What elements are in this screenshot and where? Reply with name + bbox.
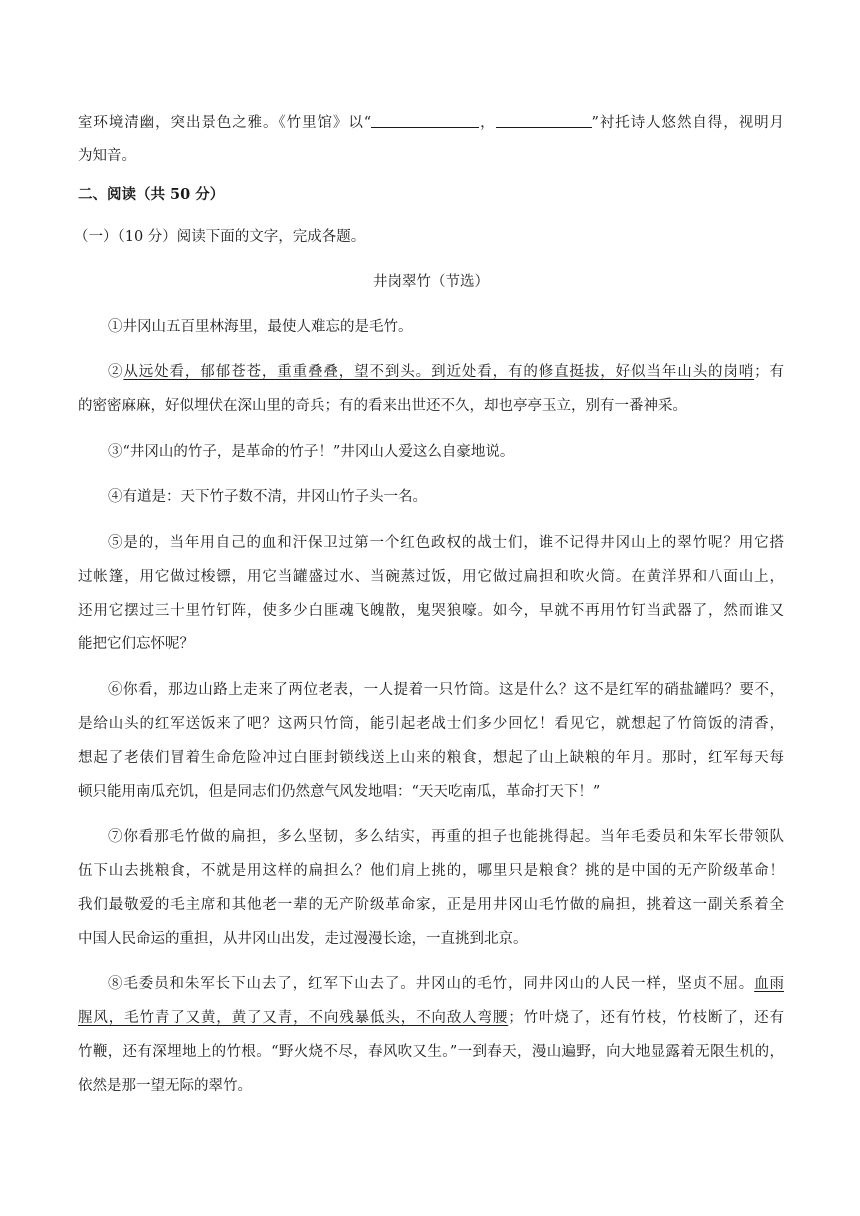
paragraph-3: ③“井冈山的竹子，是革命的竹子！”井冈山人爱这么自豪地说。 (108, 444, 515, 460)
paragraph-2-line-1 (78, 362, 784, 382)
paragraph-8-line-1 (78, 974, 784, 994)
paragraph-5-line-1: ⑤是的，当年用自己的血和汗保卫过第一个红色政权的战士们，谁不记得井冈山上的翠竹呢？用它搭 (108, 535, 784, 551)
paragraph-6-line-1: ⑥你看，那边山路上走来了两位老表，一人提着一只竹筒。这是什么？这不是红军的硝盐罐吗？要不， (108, 682, 784, 698)
paragraph-5-line-4: 能把它们忘怀呢？ (78, 636, 194, 652)
intro-text-b: ”衬托诗人悠然自得，视明月 (591, 115, 784, 131)
fill-blank-1[interactable] (371, 112, 479, 128)
intro-line-1 (78, 112, 784, 133)
paragraph-7-line-4: 中国人民命运的重担，从井冈山出发，走过漫漫长途，一直挑到北京。 (78, 931, 528, 947)
paragraph-6-line-3: 想起了老俵们冒着生命危险冲过白匪封锁线送上山来的粮食，想起了山上缺粮的年月。那时，红军每天每 (78, 750, 784, 766)
intro-line-2: 为知音。 (78, 148, 136, 164)
intro-separator: ， (479, 115, 496, 131)
article-title: 井岗翠竹（节选） (373, 274, 489, 290)
paragraph-2-rest: ；有 (754, 364, 785, 380)
paragraph-5-line-3: 还用它摆过三十里竹钉阵，使多少白匪魂飞魄散，鬼哭狼嚎。如今，早就不再用竹钉当武器了，然而谁又 (78, 603, 784, 619)
paragraph-6-line-2: 是给山头的红军送饭来了吧？这两只竹筒，能引起老战士们多少回忆！看见它，就想起了竹筒饭的清香， (78, 716, 784, 732)
paragraph-1: ①井冈山五百里林海里，最使人难忘的是毛竹。 (108, 319, 413, 335)
section-heading: 二、阅读（共 50 分） (78, 186, 225, 203)
paragraph-4: ④有道是：天下竹子数不清，井冈山竹子头一名。 (108, 489, 427, 505)
paragraph-7-line-1: ⑦你看那毛竹做的扁担，多么坚韧，多么结实，再重的担子也能挑得起。当年毛委员和朱军长带领队 (108, 829, 784, 845)
section-subheading: （一）（10 分）阅读下面的文字，完成各题。 (74, 229, 366, 245)
paragraph-2-number: ② (108, 364, 124, 380)
paragraph-8-line-4: 依然是那一望无际的翠竹。 (78, 1078, 252, 1094)
paragraph-5-line-2: 过帐篷，用它做过梭镖，用它当罐盛过水、当碗蒸过饭，用它做过扁担和吹火筒。在黄洋界和八面山上， (78, 569, 784, 585)
fill-blank-2[interactable] (496, 112, 592, 128)
paragraph-8-rest: ；竹叶烧了，还有竹枝，竹枝断了，还有 (508, 1010, 784, 1026)
paragraph-8-line-2 (78, 1008, 784, 1028)
paragraph-2-line-2: 的密密麻麻，好似埋伏在深山里的奇兵；有的看来出世还不久，却也亭亭玉立，别有一番神采。 (78, 398, 687, 414)
intro-text-a: 室环境清幽，突出景色之雅。《竹里馆》以“ (78, 115, 372, 131)
paragraph-8-line-3: 竹鞭，还有深埋地上的竹根。“野火烧不尽，春风吹又生。”一到春天，漫山遍野，向大地显露着无限生机的， (78, 1044, 784, 1060)
paragraph-6-line-4: 顿只能用南瓜充饥，但是同志们仍然意气风发地唱：“天天吃南瓜，革命打天下！” (78, 784, 601, 800)
underlined-passage-1: 从远处看，郁郁苍苍，重重叠叠，望不到头。到近处看，有的修直挺拔，好似当年山头的岗哨 (123, 364, 755, 380)
paragraph-7-line-2: 伍下山去挑粮食，不就是用这样的扁担么？他们肩上挑的，哪里只是粮食？挑的是中国的无产阶级革命！ (78, 863, 784, 879)
underlined-passage-2-start: 血雨 (754, 976, 785, 992)
paragraph-7-line-3: 我们最敬爱的毛主席和其他老一辈的无产阶级革命家，正是用井冈山毛竹做的扁担，挑着这一副关系着全 (78, 897, 784, 913)
paragraph-8-text: ⑧毛委员和朱军长下山去了，红军下山去了。井冈山的毛竹，同井冈山的人民一样，坚贞不屈。 (108, 976, 755, 992)
underlined-passage-2-end: 腥风，毛竹青了又黄，黄了又青，不向残暴低头，不向敌人弯腰 (78, 1010, 509, 1026)
